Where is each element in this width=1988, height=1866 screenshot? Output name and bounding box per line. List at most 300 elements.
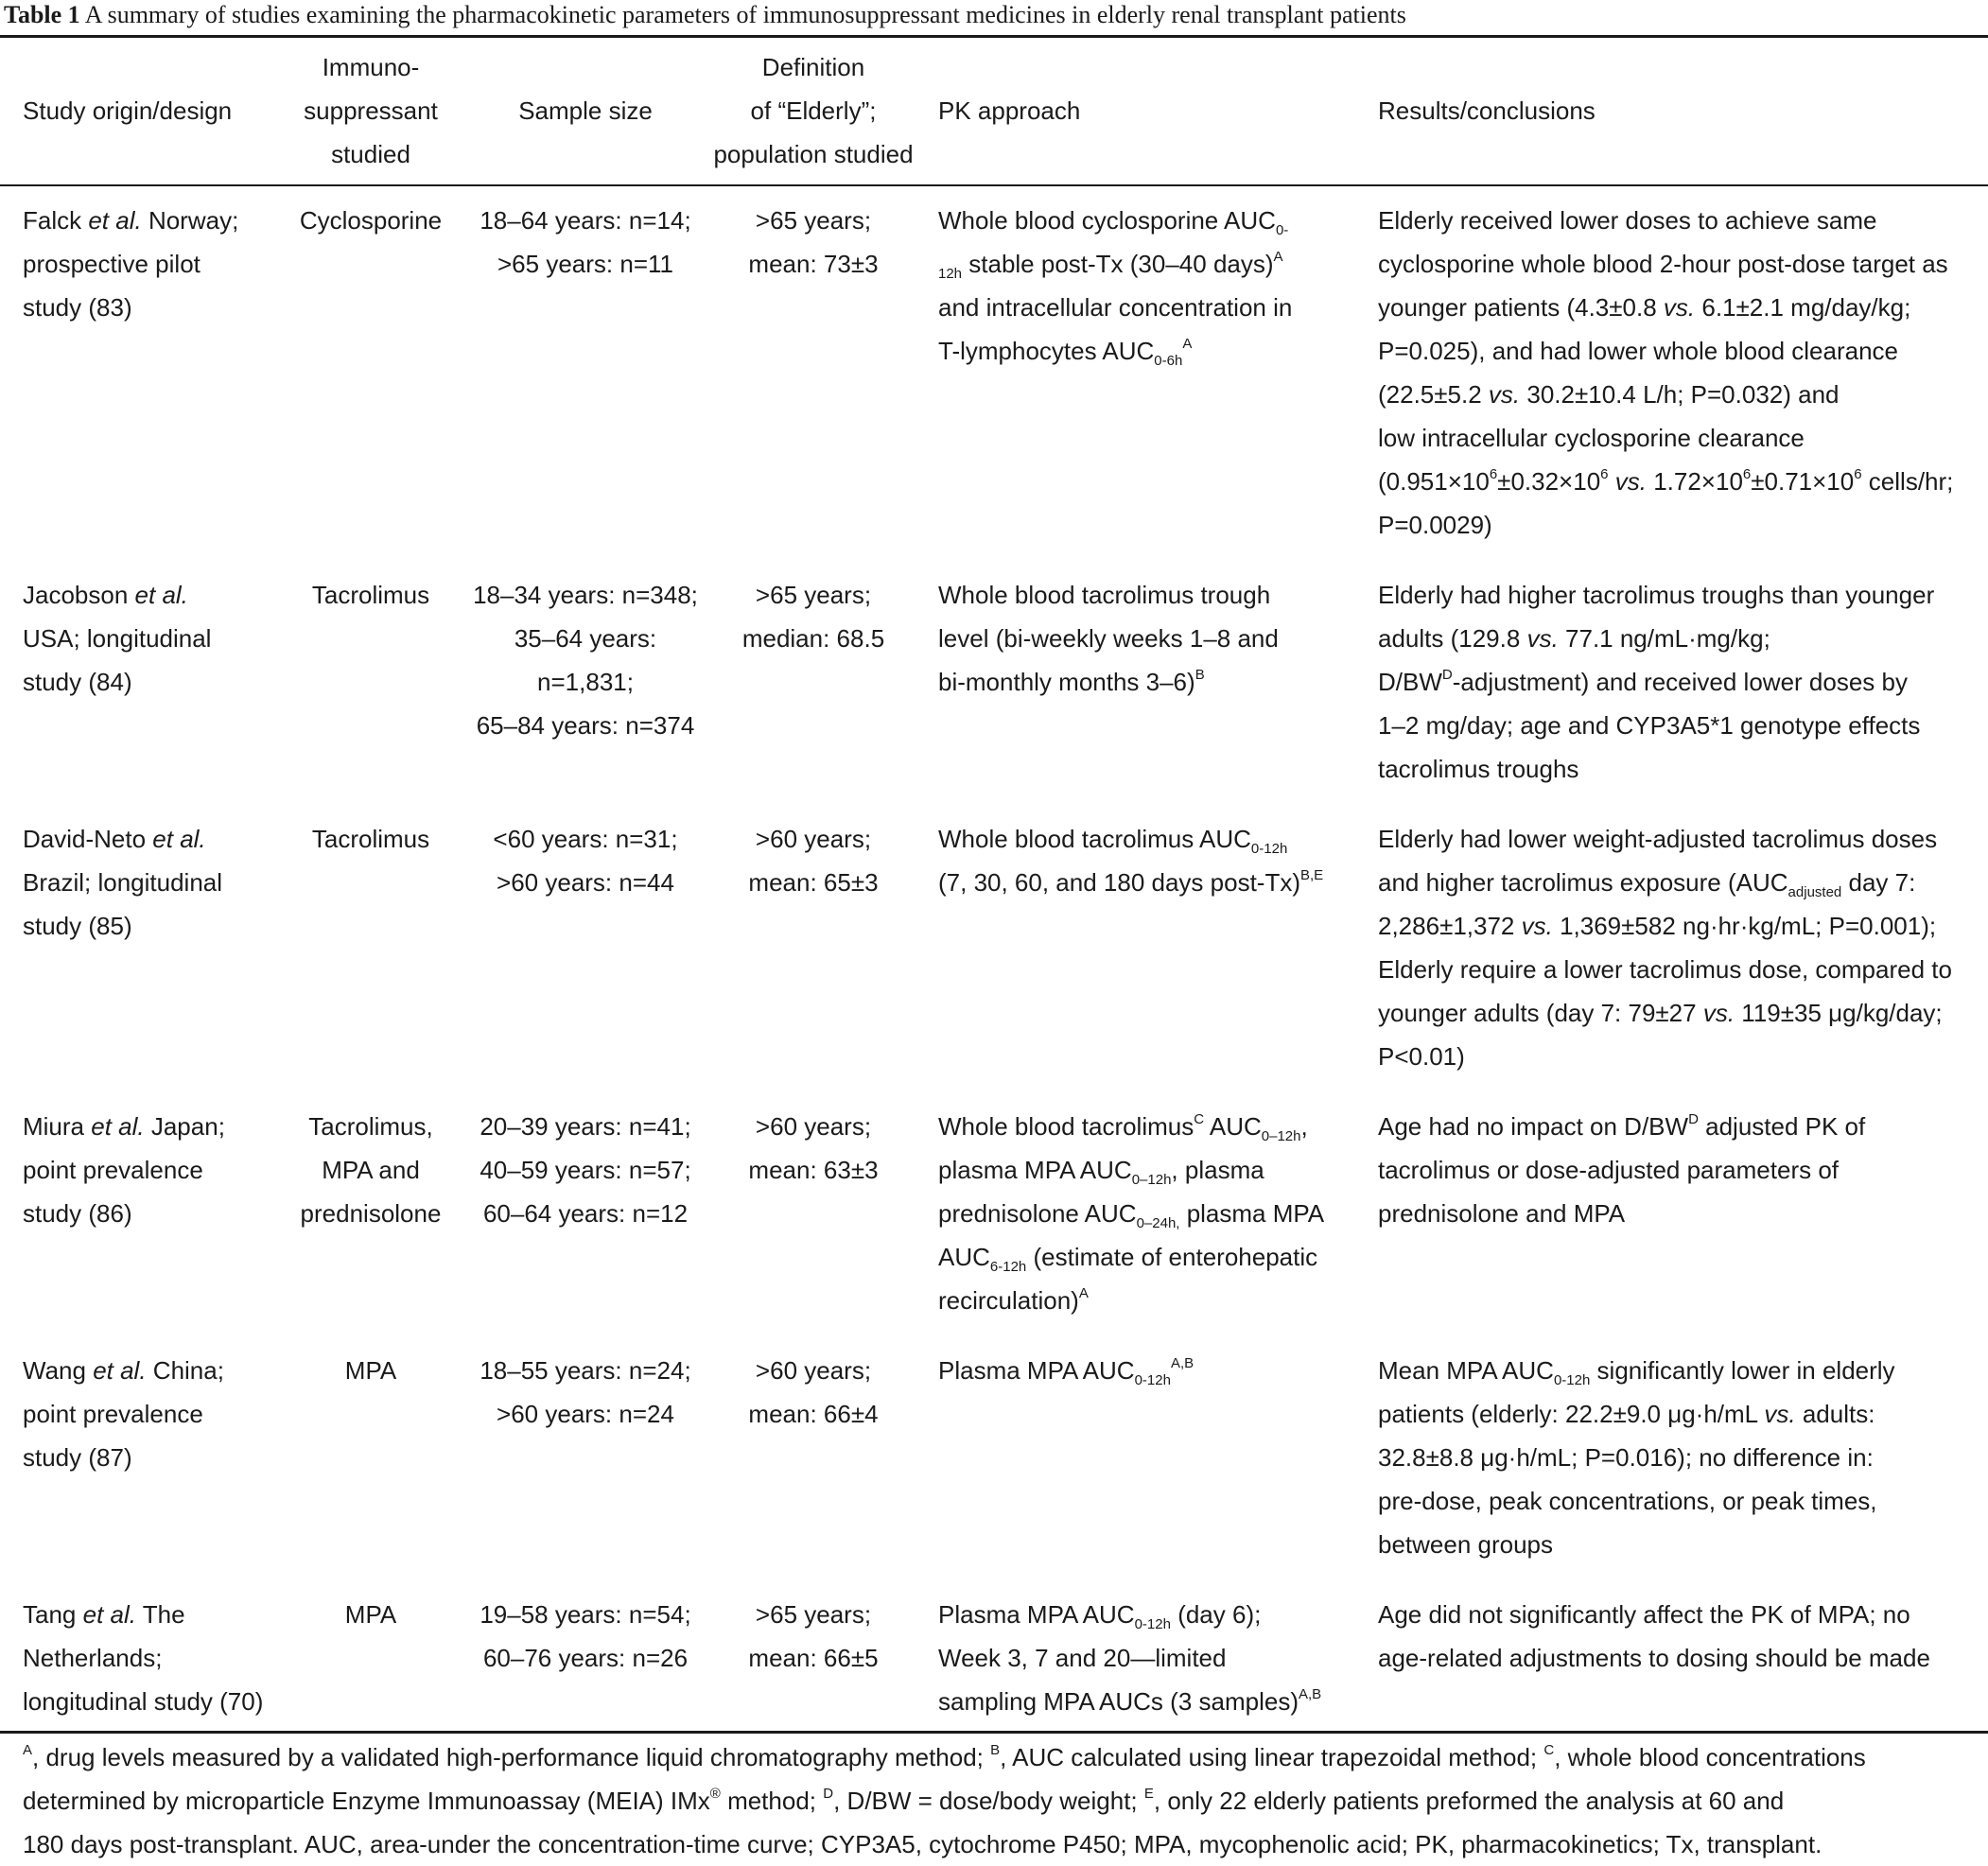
cell-study-origin-design (0, 1579, 272, 1729)
superscript: C (1194, 1111, 1205, 1127)
cell-definition-elderly (702, 1579, 925, 1729)
text-line (23, 1779, 1971, 1822)
text-line (702, 1105, 925, 1148)
text-line (23, 1392, 272, 1436)
superscript: D (823, 1786, 834, 1802)
table-label: Table 1 (4, 1, 80, 28)
cell-definition-elderly (702, 560, 925, 804)
text-run: point prevalence (23, 1400, 203, 1428)
text-line (1378, 329, 1988, 373)
italic-text: vs. (1614, 467, 1647, 496)
italic-text: vs. (1764, 1400, 1796, 1428)
text-run: P=0.0029) (1378, 511, 1492, 539)
text-run: 77.1 ng/mL·mg/kg; (1558, 624, 1770, 653)
text-line (23, 617, 272, 660)
text-line (702, 1392, 925, 1436)
header-line (469, 45, 702, 89)
header-line (23, 132, 272, 176)
text-line (1378, 817, 1988, 861)
header-sample-size (469, 38, 702, 185)
cell-results-conclusions (1378, 1335, 1988, 1579)
cell-immunosuppressant (272, 1579, 469, 1729)
cell-results-conclusions (1378, 185, 1988, 560)
cell-results-conclusions (1378, 1091, 1988, 1335)
italic-text: et al. (91, 1112, 145, 1141)
subscript: 0–12h (1131, 1172, 1172, 1188)
header-line: Results/conclusions (1378, 96, 1596, 125)
text-run: Miura (23, 1112, 92, 1141)
text-line (938, 1148, 1378, 1192)
text-line (23, 1105, 272, 1148)
header-line (1378, 45, 1988, 89)
text-run: mean: 73±3 (748, 250, 879, 278)
superscript: ® (709, 1786, 721, 1802)
text-line (702, 1636, 925, 1680)
text-line (1378, 861, 1988, 904)
cell-results-conclusions (1378, 804, 1988, 1091)
cell-pk-approach (925, 560, 1378, 804)
header-line: Sample size (518, 96, 653, 125)
text-run: 2,286±1,372 (1378, 912, 1522, 940)
text-line (469, 573, 702, 617)
text-line (23, 861, 272, 904)
text-run: >65 years; (755, 581, 872, 609)
cell-study-origin-design (0, 804, 272, 1091)
text-run: MPA and (322, 1156, 420, 1184)
text-run: AUC (938, 1243, 990, 1271)
text-run: plasma MPA AUC (938, 1156, 1132, 1184)
text-run: 18–55 years: n=24; (480, 1356, 691, 1385)
superscript: B (1195, 667, 1205, 683)
text-run: Week 3, 7 and 20—limited (938, 1644, 1227, 1672)
text-line (1378, 373, 1988, 416)
text-run: 60–64 years: n=12 (482, 1199, 689, 1228)
text-run: MPA (344, 1600, 397, 1629)
text-line (23, 1680, 272, 1723)
text-run: (day 6); (1170, 1600, 1262, 1629)
cell-immunosuppressant (272, 560, 469, 804)
text-run: mean: 66±4 (748, 1400, 879, 1428)
text-run: >65 years; (755, 206, 872, 235)
text-run: 60–76 years: n=26 (482, 1644, 689, 1672)
subscript: 0- (1275, 222, 1289, 238)
text-line (469, 1392, 702, 1436)
cell-sample-size (469, 1335, 702, 1579)
text-run: pre-dose, peak concentrations, or peak times, (1378, 1487, 1877, 1515)
text-line (23, 1192, 272, 1235)
text-run: Elderly require a lower tacrolimus dose, compared to (1378, 955, 1952, 984)
subscript: adjusted (1787, 884, 1842, 900)
header-line: Immuno- (322, 53, 420, 81)
text-line (469, 242, 702, 286)
text-run: , D/BW = dose/body weight; (833, 1787, 1144, 1815)
text-line (1378, 948, 1988, 991)
text-line (938, 242, 1378, 286)
text-line (938, 1593, 1378, 1636)
text-line (272, 817, 469, 861)
text-line (702, 1593, 925, 1636)
text-line (938, 1349, 1378, 1392)
text-run: Elderly had lower weight-adjusted tacrolimus doses (1378, 825, 1938, 853)
text-run: 6.1±2.1 mg/day/kg; (1695, 293, 1911, 322)
text-line (1378, 1436, 1988, 1479)
cell-sample-size (469, 1091, 702, 1335)
subscript: 0-6h (1154, 353, 1183, 369)
text-line (23, 242, 272, 286)
text-line (23, 660, 272, 704)
text-run: younger patients (4.3±0.8 (1378, 293, 1664, 322)
text-run: and intracellular concentration in (938, 293, 1293, 322)
text-run: , plasma (1171, 1156, 1264, 1184)
cell-pk-approach (925, 1579, 1378, 1729)
cell-sample-size (469, 560, 702, 804)
text-line (938, 660, 1378, 704)
italic-text: vs. (1526, 624, 1559, 653)
text-line (23, 1593, 272, 1636)
text-run: method; (720, 1787, 824, 1815)
cell-pk-approach (925, 185, 1378, 560)
text-run: >65 years: n=11 (497, 250, 673, 278)
summary-table (0, 38, 1988, 1729)
text-line (469, 1105, 702, 1148)
header-line (938, 132, 1378, 176)
text-line (272, 1148, 469, 1192)
text-line (702, 617, 925, 660)
cell-definition-elderly (702, 804, 925, 1091)
text-run: tacrolimus or dose-adjusted parameters of (1378, 1156, 1840, 1184)
text-run: AUC (1204, 1112, 1262, 1141)
text-line (272, 199, 469, 242)
text-run: Tang (23, 1600, 83, 1629)
text-run: 18–34 years: n=348; (473, 581, 698, 609)
text-run: 1–2 mg/day; age and CYP3A5*1 genotype effects (1378, 711, 1921, 740)
superscript: D (1441, 667, 1453, 683)
cell-results-conclusions (1378, 560, 1988, 804)
text-line (1378, 242, 1988, 286)
text-line (1378, 1523, 1988, 1566)
superscript: A (1182, 336, 1193, 352)
table-caption-text: A summary of studies examining the pharmacokinetic parameters of immunosuppressant medicines in elderly renal transplant patients (79, 1, 1406, 28)
cell-pk-approach (925, 1335, 1378, 1579)
text-line (272, 1192, 469, 1235)
text-run: cyclosporine whole blood 2-hour post-dose target as (1378, 250, 1948, 278)
text-line (1378, 460, 1988, 503)
text-run: ±0.32×10 (1497, 467, 1601, 496)
text-line (272, 1349, 469, 1392)
text-run: Falck (23, 206, 89, 235)
text-run: study (84) (23, 668, 132, 696)
text-run: >60 years; (755, 1112, 872, 1141)
text-run: , drug levels measured by a validated high-performance liquid chromatography method; (32, 1743, 991, 1771)
text-line (23, 1148, 272, 1192)
superscript: A,B (1170, 1355, 1195, 1371)
text-line (1378, 617, 1988, 660)
text-line (1378, 660, 1988, 704)
text-run: mean: 63±3 (748, 1156, 879, 1184)
text-run: Mean MPA AUC (1378, 1356, 1554, 1385)
text-run: , only 22 elderly patients preformed the analysis at 60 and (1153, 1787, 1785, 1815)
text-line (23, 1436, 272, 1479)
text-run: 35–64 years: (514, 624, 657, 653)
text-run: Norway; (141, 206, 239, 235)
text-run: Wang (23, 1356, 94, 1385)
text-run: mean: 65±3 (748, 868, 879, 897)
text-line (272, 1593, 469, 1636)
text-run: 20–39 years: n=41; (480, 1112, 691, 1141)
text-line (23, 199, 272, 242)
text-run: Age had no impact on D/BW (1378, 1112, 1689, 1141)
text-run: 119±35 μg/kg/day; (1735, 999, 1943, 1027)
text-run: prednisolone AUC (938, 1199, 1137, 1228)
text-run: study (87) (23, 1443, 132, 1472)
table-row (0, 1091, 1988, 1335)
text-line (702, 1148, 925, 1192)
text-run: bi-monthly months 3–6) (938, 668, 1195, 696)
text-line (469, 199, 702, 242)
text-line (1378, 704, 1988, 747)
text-run: Tacrolimus (311, 825, 430, 853)
cell-immunosuppressant (272, 1335, 469, 1579)
text-line (1378, 1593, 1988, 1636)
italic-text: vs. (1702, 999, 1735, 1027)
text-line (1378, 1148, 1988, 1192)
text-line (469, 817, 702, 861)
text-run: significantly lower in elderly (1590, 1356, 1895, 1385)
text-run: 65–84 years: n=374 (476, 711, 695, 740)
text-line (938, 1279, 1378, 1322)
text-line (938, 199, 1378, 242)
text-run: <60 years: n=31; (493, 825, 678, 853)
text-run: David-Neto (23, 825, 153, 853)
text-run: longitudinal study (70) (23, 1687, 264, 1716)
text-line (1378, 1636, 1988, 1680)
text-line (938, 817, 1378, 861)
italic-text: et al. (93, 1356, 147, 1385)
text-run: prednisolone (300, 1199, 442, 1228)
text-line (1378, 199, 1988, 242)
text-line (1378, 1192, 1988, 1235)
cell-immunosuppressant (272, 185, 469, 560)
text-run: T-lymphocytes AUC (938, 337, 1155, 365)
text-run: , AUC calculated using linear trapezoidal method; (1000, 1743, 1544, 1771)
cell-study-origin-design (0, 185, 272, 560)
text-run: D/BW (1378, 668, 1442, 696)
text-run: 40–59 years: n=57; (480, 1156, 691, 1184)
subscript: 6-12h (989, 1259, 1027, 1275)
text-line (938, 329, 1378, 373)
cell-definition-elderly (702, 1335, 925, 1579)
italic-text: et al. (134, 581, 188, 609)
text-run: point prevalence (23, 1156, 203, 1184)
text-run: P<0.01) (1378, 1042, 1465, 1071)
text-run: (22.5±5.2 (1378, 380, 1489, 409)
italic-text: vs. (1663, 293, 1696, 322)
text-run: >60 years: n=24 (497, 1400, 674, 1428)
text-run: Whole blood tacrolimus AUC (938, 825, 1251, 853)
text-line (469, 1636, 702, 1680)
text-run: Tacrolimus, (308, 1112, 433, 1141)
text-run: -adjustment) and received lower doses by (1452, 668, 1908, 696)
text-run: >60 years; (755, 1356, 872, 1385)
text-line (702, 1349, 925, 1392)
text-run: stable post-Tx (30–40 days) (962, 250, 1274, 278)
superscript: D (1688, 1111, 1699, 1127)
text-line (1378, 1035, 1988, 1078)
text-run: (estimate of enterohepatic (1026, 1243, 1318, 1271)
text-line (469, 1349, 702, 1392)
header-line: population studied (713, 140, 914, 168)
text-line (1378, 573, 1988, 617)
table-row (0, 1335, 1988, 1579)
text-run: n=1,831; (537, 668, 634, 696)
text-run: Plasma MPA AUC (938, 1600, 1135, 1629)
text-line (938, 861, 1378, 904)
table-header (0, 38, 1988, 185)
text-line (469, 617, 702, 660)
italic-text: vs. (1521, 912, 1553, 940)
text-line (469, 1593, 702, 1636)
text-line (469, 1192, 702, 1235)
text-line (938, 573, 1378, 617)
text-run: Netherlands; (23, 1644, 163, 1672)
text-line (938, 1636, 1378, 1680)
table-row (0, 185, 1988, 560)
superscript: 6 (1742, 466, 1752, 482)
cell-sample-size (469, 185, 702, 560)
text-run: Whole blood tacrolimus trough (938, 581, 1271, 609)
italic-text: et al. (82, 1600, 136, 1629)
text-line (1378, 1105, 1988, 1148)
text-line (702, 861, 925, 904)
text-run (1609, 467, 1615, 496)
text-run: >60 years; (755, 825, 872, 853)
text-line (23, 1349, 272, 1392)
header-line: Study origin/design (23, 96, 233, 125)
text-run: age-related adjustments to dosing should be made (1378, 1644, 1930, 1672)
text-run: , (1300, 1112, 1308, 1141)
cell-immunosuppressant (272, 804, 469, 1091)
table-body (0, 185, 1988, 1729)
text-run: 18–64 years: n=14; (480, 206, 691, 235)
text-run: China; (146, 1356, 224, 1385)
text-line (23, 904, 272, 948)
text-line (1378, 1349, 1988, 1392)
text-run: ±0.71×10 (1751, 467, 1855, 496)
text-line (272, 1105, 469, 1148)
header-line: Definition (761, 53, 865, 81)
superscript: A,B (1298, 1686, 1322, 1702)
cell-pk-approach (925, 1091, 1378, 1335)
text-line (938, 1235, 1378, 1279)
text-run: P=0.025), and had lower whole blood clearance (1378, 337, 1898, 365)
text-run: sampling MPA AUCs (3 samples) (938, 1687, 1299, 1716)
text-line (702, 199, 925, 242)
superscript: 6 (1854, 466, 1862, 482)
text-run: tacrolimus troughs (1378, 755, 1579, 783)
text-run: Brazil; longitudinal (23, 868, 223, 897)
cell-immunosuppressant (272, 1091, 469, 1335)
header-line (23, 45, 272, 89)
subscript: 0-12h (1553, 1372, 1591, 1388)
text-line (938, 286, 1378, 329)
text-line (272, 573, 469, 617)
cell-definition-elderly (702, 185, 925, 560)
text-line (702, 573, 925, 617)
text-run: 180 days post-transplant. AUC, area-under the concentration-time curve; CYP3A5, cytochrome P450; MPA, mycophenolic acid; PK, pharmacokinetics; Tx, transplant. (23, 1830, 1822, 1858)
text-line (23, 573, 272, 617)
superscript: A (23, 1742, 33, 1758)
superscript: E (1143, 1786, 1154, 1802)
superscript: 6 (1489, 466, 1498, 482)
text-line (1378, 991, 1988, 1035)
superscript: 6 (1600, 466, 1609, 482)
text-line (702, 242, 925, 286)
text-run: study (86) (23, 1199, 132, 1228)
text-run: 32.8±8.8 μg·h/mL; P=0.016); no difference in: (1378, 1443, 1874, 1472)
header-row (0, 38, 1988, 185)
text-run: >60 years: n=44 (497, 868, 674, 897)
table-row (0, 1579, 1988, 1729)
italic-text: et al. (152, 825, 206, 853)
text-line (1378, 747, 1988, 791)
subscript: 0–12h (1261, 1128, 1301, 1144)
cell-results-conclusions (1378, 1579, 1988, 1729)
text-run: adults: (1795, 1400, 1875, 1428)
cell-study-origin-design (0, 1335, 272, 1579)
text-run: adjusted PK of (1698, 1112, 1866, 1141)
text-run: prospective pilot (23, 250, 201, 278)
text-run: cells/hr; (1861, 467, 1954, 496)
text-line (938, 1680, 1378, 1723)
text-line (23, 286, 272, 329)
text-line (23, 1822, 1971, 1866)
header-results-conclusions (1378, 38, 1988, 185)
text-line (1378, 1392, 1988, 1436)
header-line: PK approach (938, 96, 1081, 125)
text-run: low intracellular cyclosporine clearance (1378, 424, 1805, 452)
text-run: Plasma MPA AUC (938, 1356, 1135, 1385)
text-run: prednisolone and MPA (1378, 1199, 1626, 1228)
text-run: Tacrolimus (311, 581, 430, 609)
text-run: 1,369±582 ng·hr·kg/mL; P=0.001); (1552, 912, 1937, 940)
text-line (23, 1735, 1971, 1779)
text-run: between groups (1378, 1530, 1554, 1559)
bottom-rule (0, 1731, 1988, 1734)
text-run: younger adults (day 7: 79±27 (1378, 999, 1703, 1027)
text-run: MPA (344, 1356, 397, 1385)
text-line (1378, 503, 1988, 547)
header-study-origin-design (0, 38, 272, 185)
text-run: 19–58 years: n=54; (480, 1600, 691, 1629)
text-line (1378, 904, 1988, 948)
text-run: Elderly had higher tacrolimus troughs than younger (1378, 581, 1935, 609)
subscript: 0-12h (1250, 841, 1288, 857)
subscript: 0-12h (1134, 1616, 1171, 1632)
table-caption (4, 0, 1984, 30)
text-run: patients (elderly: 22.2±9.0 μg·h/mL (1378, 1400, 1765, 1428)
text-run: Japan; (144, 1112, 225, 1141)
text-line (469, 861, 702, 904)
superscript: B (990, 1742, 1001, 1758)
text-run: Elderly received lower doses to achieve same (1378, 206, 1877, 235)
text-line (23, 1636, 272, 1680)
header-line (1378, 132, 1988, 176)
text-run: level (bi-weekly weeks 1–8 and (938, 624, 1279, 653)
header-line: studied (331, 140, 410, 168)
subscript: 0-12h (1134, 1372, 1171, 1388)
text-run: median: 68.5 (741, 624, 885, 653)
text-run: study (85) (23, 912, 132, 940)
